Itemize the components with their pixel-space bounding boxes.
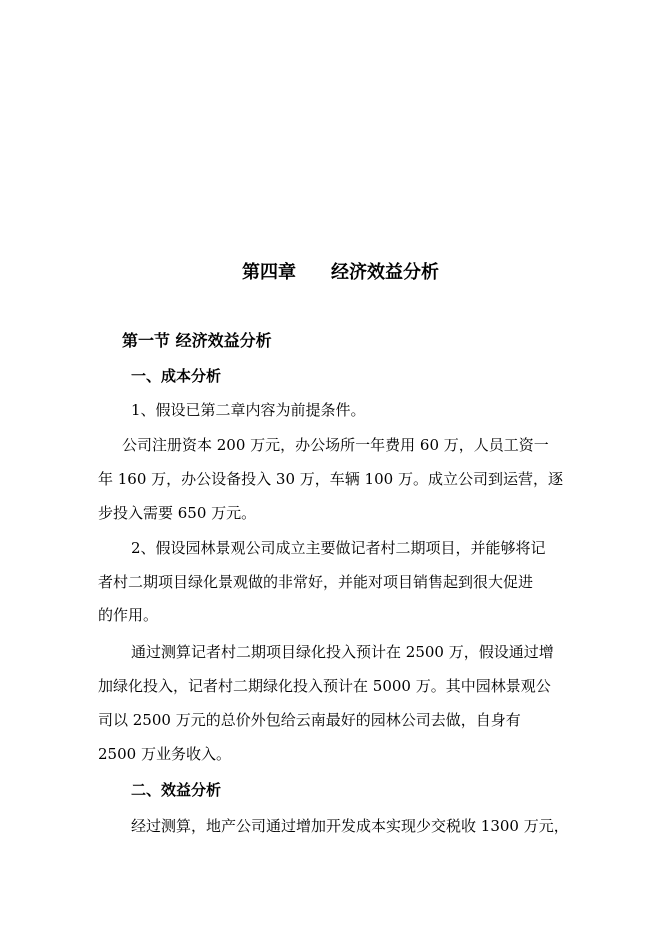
point-2-line: 2、假设园林景观公司成立主要做记者村二期项目，并能够将记 bbox=[131, 539, 546, 557]
chapter-heading bbox=[0, 260, 662, 286]
subsection-title-cost: 一、成本分析 bbox=[131, 367, 222, 385]
chapter-title: 经济效益分析 bbox=[331, 262, 439, 283]
subsection-title-benefit: 二、效益分析 bbox=[131, 781, 222, 799]
paragraph-line: 经过测算，地产公司通过增加开发成本实现少交税收 1300 万元， bbox=[131, 817, 569, 835]
chapter-number: 第四章 bbox=[242, 262, 296, 283]
paragraph-line: 年 160 万，办公设备投入 30 万，车辆 100 万。成立公司到运营，逐 bbox=[98, 470, 563, 488]
point-2-line: 的作用。 bbox=[98, 606, 159, 624]
paragraph-line: 通过测算记者村二期项目绿化投入预计在 2500 万，假设通过增 bbox=[131, 643, 554, 661]
paragraph-line: 步投入需要 650 万元。 bbox=[98, 504, 257, 522]
point-2-line: 者村二期项目绿化景观做的非常好，并能对项目销售起到很大促进 bbox=[98, 573, 534, 591]
point-1: 1、假设已第二章内容为前提条件。 bbox=[131, 401, 366, 419]
paragraph-line: 司以 2500 万元的总价外包给云南最好的园林公司去做，自身有 bbox=[98, 711, 521, 729]
section-title: 第一节 经济效益分析 bbox=[122, 331, 272, 350]
paragraph-line: 公司注册资本 200 万元，办公场所一年费用 60 万，人员工资一 bbox=[122, 436, 549, 454]
paragraph-line: 2500 万业务收入。 bbox=[98, 745, 231, 763]
paragraph-line: 加绿化投入，记者村二期绿化投入预计在 5000 万。其中园林景观公 bbox=[98, 677, 551, 695]
